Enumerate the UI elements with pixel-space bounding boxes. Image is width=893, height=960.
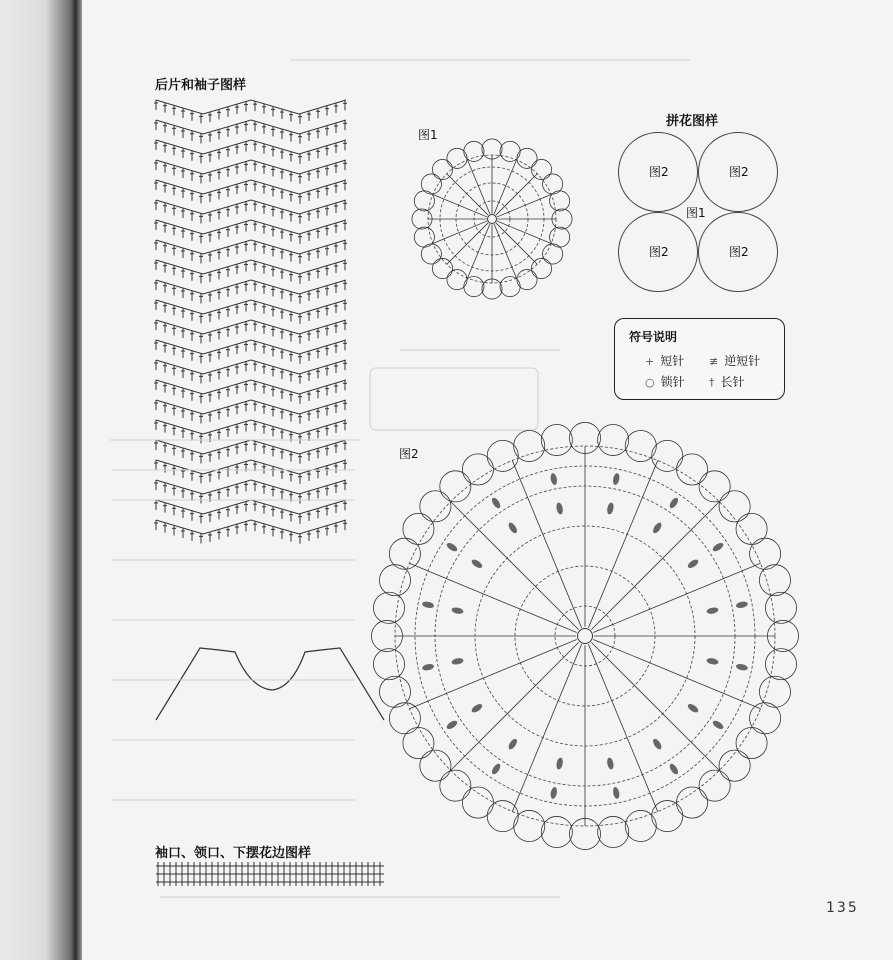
chain-symbol-icon: ○ [645,376,655,389]
back-sleeve-heading: 后片和袖子图样 [155,78,247,93]
legend-title: 符号说明 [629,330,678,344]
fig1-label: 图1 [418,128,438,142]
sc-symbol-icon: + [645,355,655,368]
bleed-through-marks [110,60,690,897]
fig2-label: 图2 [399,447,419,461]
legend-item: † 长针 [709,375,745,389]
legend-item: + 短针 [645,354,685,368]
motif-fig2-chart [371,422,798,849]
assembly-label-tr: 图2 [729,165,749,179]
back-sleeve-chart [154,100,347,544]
motif-fig1-chart [412,139,572,299]
dc-symbol-icon: † [709,376,715,389]
legend-item: ○ 锁针 [645,375,685,389]
edging-heading: 袖口、领口、下摆花边图样 [155,846,312,861]
assembly-label-br: 图2 [729,245,749,259]
ghost-grid [112,440,355,800]
page-number: 135 [826,900,859,916]
symbol-legend [614,318,785,400]
assembly-heading: 拼花图样 [666,114,719,129]
edging-chart [156,862,384,886]
assembly-label-center: 图1 [686,206,706,220]
reverse-sc-symbol-icon: ≢ [709,355,719,368]
neckline-outline [156,648,384,720]
legend-item: ≢ 逆短针 [709,354,761,368]
assembly-label-bl: 图2 [649,245,669,259]
assembly-label-tl: 图2 [649,165,669,179]
